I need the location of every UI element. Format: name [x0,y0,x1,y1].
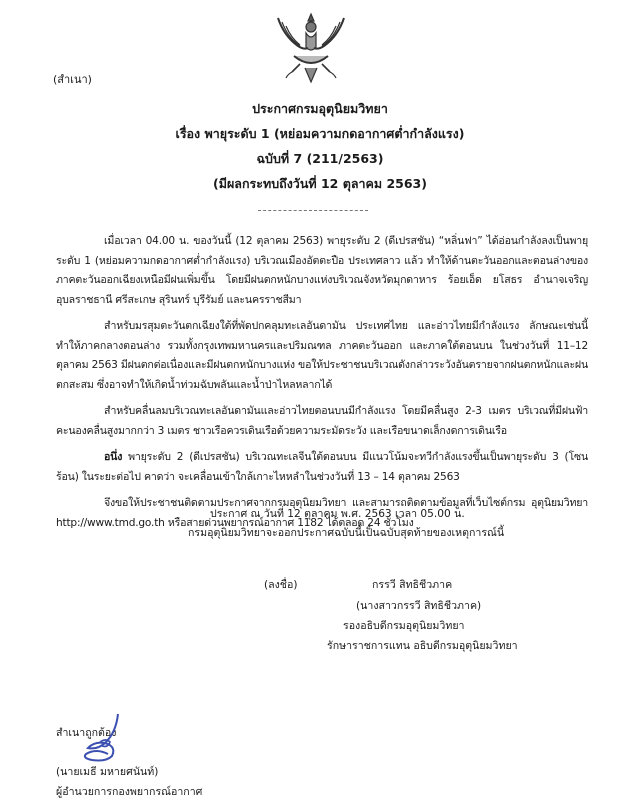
paragraph-additional [56,448,588,487]
signer-acting-position: รักษาราชการแทน อธิบดีกรมอุตุนิยมวิทยา [327,640,518,652]
paragraph-monsoon: สำหรับมรสุมตะวันตกเฉียงใต้ที่พัดปกคลุมทะเลอันดามัน ประเทศไทย และอ่าวไทยมีกำลังแรง ลักษณะเช่นนี้ทำให้ภาคกลางตอนล่าง รวมทั้งกรุงเทพมหานครและปริมณฑล ภาคตะวันออก และภาคใต้ตอนบน ในช่วงวันที่ 11–12 ตุลาคม 2563 มีฝนตกต่อเนื่องและมีฝนตกหนักบางแห่ง ขอให้ประชาชนบริเวณดังกล่าวระวังอันตรายจากฝนตกหนักและฝนตกสะสม ซึ่งอาจทำให้เกิดน้ำท่วมฉับพลันและน้ำป่าไหลหลากได้ [56,320,588,391]
paragraph-additional-text: พายุระดับ 2 (ดีเปรสชัน) บริเวณทะเลจีนใต้ตอนบน มีแนวโน้มจะทวีกำลังแรงขึ้นเป็นพายุระดับ 3 (โซนร้อน) ในระยะต่อไป คาดว่า จะเคลื่อนเข้าใกล้เกาะไหหลำในช่วงวันที่ 13 – 14 ตุลาคม 2563 [56,451,588,483]
divider [258,210,368,211]
signer-full-name: (นางสาวกรรวี สิทธิชีวภาค) [356,600,482,612]
signer-name: กรรวี สิทธิชีวภาค [372,579,453,591]
certified-copy-label: สำเนาถูกต้อง [56,727,117,739]
certifier-name: (นายเมธี มหายศนันท์) [56,766,159,778]
lead-word: อนึ่ง [104,451,123,463]
document-subject: เรื่อง พายุระดับ 1 (หย่อมความกดอากาศต่ำกำลังแรง) [175,126,465,141]
garuda-emblem-icon [270,8,352,90]
paragraph-storm-status: เมื่อเวลา 04.00 น. ของวันนี้ (12 ตุลาคม 2563) พายุระดับ 2 (ดีเปรสชัน) “หลิ่นฟา” ได้อ่อนกำลังลงเป็นพายุระดับ 1 (หย่อมความกดอากาศต่ำกำลังแรง) บริเวณเมืองอัตตะปือ ประเทศลาว แล้ว ทำให้ด้านตะวันออกและตอนล่างของภาคตะวันออกเฉียงเหนือมีฝนเพิ่มขึ้น โดยมีฝนตกหนักบางแห่งบริเวณจังหวัดมุกดาหาร ร้อยเอ็ด ยโสธร อำนาจเจริญ อุบลราชธานี ศรีสะเกษ สุรินทร์ บุรีรัมย์ และนครราชสีมา [56,235,588,306]
copy-label: (สำเนา) [53,73,92,86]
paragraph-follow-up: จึงขอให้ประชาชนติดตามประกาศจากกรมอุตุนิยมวิทยา และสามารถติดตามข้อมูลที่เว็บไซต์กรม อุตุนิยมวิทยา http://www.tmd.go.th หรือสายด่วนพยากรณ์อากาศ 1182 ได้ตลอด 24 ชั่วโมง [56,497,588,529]
signed-label: (ลงชื่อ) [264,579,298,591]
announcement-body [56,232,588,540]
certifier-position: ผู้อำนวยการกองพยากรณ์อากาศ [56,786,203,798]
paragraph-waves: สำหรับคลื่นลมบริเวณทะเลอันดามันและอ่าวไทยตอนบนมีกำลังแรง โดยมีคลื่นสูง 2-3 เมตร บริเวณที่มีฝนฟ้าคะนองคลื่นสูงมากกว่า 3 เมตร ชาวเรือควรเดินเรือด้วยความระมัดระวัง และเรือขนาดเล็กงดการเดินเรือ [56,405,588,437]
announcement-date: ประกาศ ณ วันที่ 12 ตุลาคม พ.ศ. 2563 เวลา 05.00 น. [210,508,465,520]
issue-number: ฉบับที่ 7 (211/2563) [256,151,384,166]
signature-scribble-icon [74,712,134,770]
signer-position: รองอธิบดีกรมอุตุนิยมวิทยา [343,620,465,632]
effective-date: (มีผลกระทบถึงวันที่ 12 ตุลาคม 2563) [213,176,427,191]
document-title: ประกาศกรมอุตุนิยมวิทยา [252,101,388,116]
final-note: กรมอุตุนิยมวิทยาจะออกประกาศฉบับนี้เป็นฉบับสุดท้ายของเหตุการณ์นี้ [188,527,505,539]
